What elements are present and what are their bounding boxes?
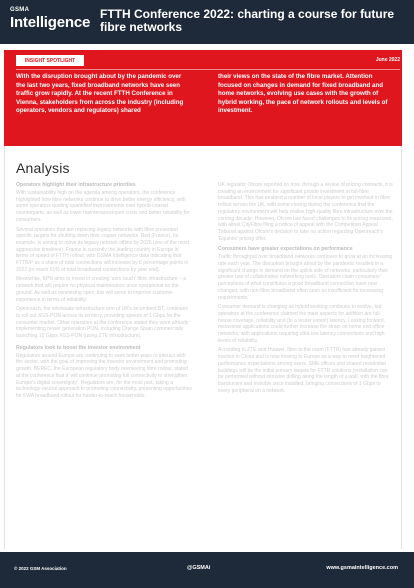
paragraph: Consumer demand is changing as hybrid working continues to evolve, but operators at the conference claimed the main aspects for addition are full-house coverage, reliability and (to a lesser extent) latency. Looking forward, metaverse applications could further increase the strain on home and office networks, with applications requiring ultra-low latency connections and high levels of reliability. — [218, 304, 385, 344]
gsma-intelligence-logo — [10, 7, 91, 31]
paragraph: Meanwhile, KPN aims to invest in creating 'zero touch' fibre infrastructure – a network that will require no physical maintenance once operational on the ground. As well as minimising opex, this will serve to improve customer experience in terms of reliability. — [16, 276, 187, 303]
page-header — [0, 0, 414, 44]
website-link[interactable]: www.gsmaintelligence.com — [326, 565, 398, 571]
paragraph: Traffic throughput over broadband networks continues to grow at an increasing rate each year. The disruption brought about by the pandemic resulted in a significant change in demand on the uplink side of networks, particularly their greater use of collaborative networking tools. Operators claim consumers' perceptions of what constitutes a good broadband connection have now changed, with non-fibre broadband often seen as insufficient for increasing requirements. — [218, 254, 392, 301]
intro-text-left: With the disruption brought about by the pandemic over the last two years, fixed broadband networks have seen traffic grow rapidly. At the recent FTTH Conference in Vienna, stakeholders from across the industry (including operators, vendors and regulators) shared — [16, 73, 184, 115]
heading-consumer-expectations: Consumers have greater expectations on performance — [218, 246, 353, 253]
heading-infrastructure-priorities: Operators highlight their infrastructure priorities — [16, 182, 136, 188]
paragraph: According to ZTE and Huawei, fibre to the room (FTTR) has already gained traction in China and is now moving to Europe as a way to meet heightened performance expectations among users. SME offices and shared residential buildings will be the initial primary targets for FTTR solutions (installation can be performed without intrusive drilling along the length of a wall, with the fibre translucent and invisible once installed, bringing connections of 1 Gbps to every peripheral on a network. — [218, 347, 389, 394]
publication-date: June 2022 — [375, 57, 400, 63]
logo-brand-small: GSMA — [10, 7, 30, 13]
intro-text-right: their views on the state of the fibre market. Attention focused on changes in demand for fixed broadband and home networks, evolving use cases with the growth of hybrid working, the pace of network rollouts and levels of investment. — [218, 73, 388, 115]
heading-regulators: Regulators look to boost the investor environment — [16, 344, 141, 351]
logo-brand-main: Intelligence — [10, 14, 91, 31]
paragraph: UK regulator Ofcom reported on how, through a review of pricing contracts, it is creating an environment for significant private investment in full-fibre broadband. This has enabled a number of local players to get involved in fibre rollout across the UK, with some closing during the conference that the regulatory environment will help realise high-quality fibre infrastructure over the coming decade. However, Ofcom has faced challenges to its pricing measures, with altnet CityFibre filing a notice of appeal with the Competition Appeal Tribunal against Ofcom's decision to take no action regarding Openreach's 'Equinox' pricing offer. — [218, 182, 393, 242]
analysis-column-right — [218, 182, 394, 397]
paragraph: Several operators that are replacing legacy networks with fibre presented specific targets for shutting down their copper networks. Red (France), for example, is aiming to move its legacy network offline by 2026 (one of the most aggressive timelines). France is currently the leading country in Europe in terms of speed of FTTH rollout, with GSMA Intelligence data indicating that FTTB/P as a share of total connections will increase by 8 percentage points in 2022 (to reach 61% of total broadband connections by year end). — [16, 226, 190, 273]
page-footer — [0, 552, 414, 588]
banner-divider — [16, 69, 400, 70]
section-title: Analysis — [16, 160, 70, 176]
paragraph: With sustainability high on the agenda among operators, the conference highlighted how fibre networks continue to drive better energy efficiency, with some operators quoting quantified improvements over hybrid-coaxial counterparts, as well as lower maintenance/open costs and better reliability for consumers. — [16, 190, 190, 223]
social-handle-link[interactable]: @GSMAi — [187, 565, 211, 571]
insight-spotlight-badge: INSIGHT SPOTLIGHT — [16, 55, 84, 66]
paragraph: Openreach, the wholesale infrastructure arm of UK's incumbent BT, continues to roll out XGS-PON across its territory, providing speeds of 1 Gbps for the consumer market. Other operators at the conference stated they were already implementing newer generation PON, including Orange Spain commercially launching 10 Gbps XGS-PON (using ZTE infrastructure). — [16, 306, 189, 340]
paragraph: Regulators around Europe are continuing to seek better ways to interact with the sector, with the goal of improving the investor environment and promoting growth. BEREC, the European regulatory body overseeing fibre rollout, stated at the conference that it 'will continue promoting full connectivity to strengthen Europe's digital sovereignty'. Regulators are, for the most part, taking a technology-neutral approach to promoting connectivity, presenting opportunities for FWA broadband rollout for harder-to-reach households. — [16, 352, 192, 399]
copyright-text: © 2022 GSM Association — [14, 566, 67, 571]
analysis-column-left — [16, 182, 192, 403]
report-title: FTTH Conference 2022: charting a course for future fibre networks — [100, 7, 395, 34]
